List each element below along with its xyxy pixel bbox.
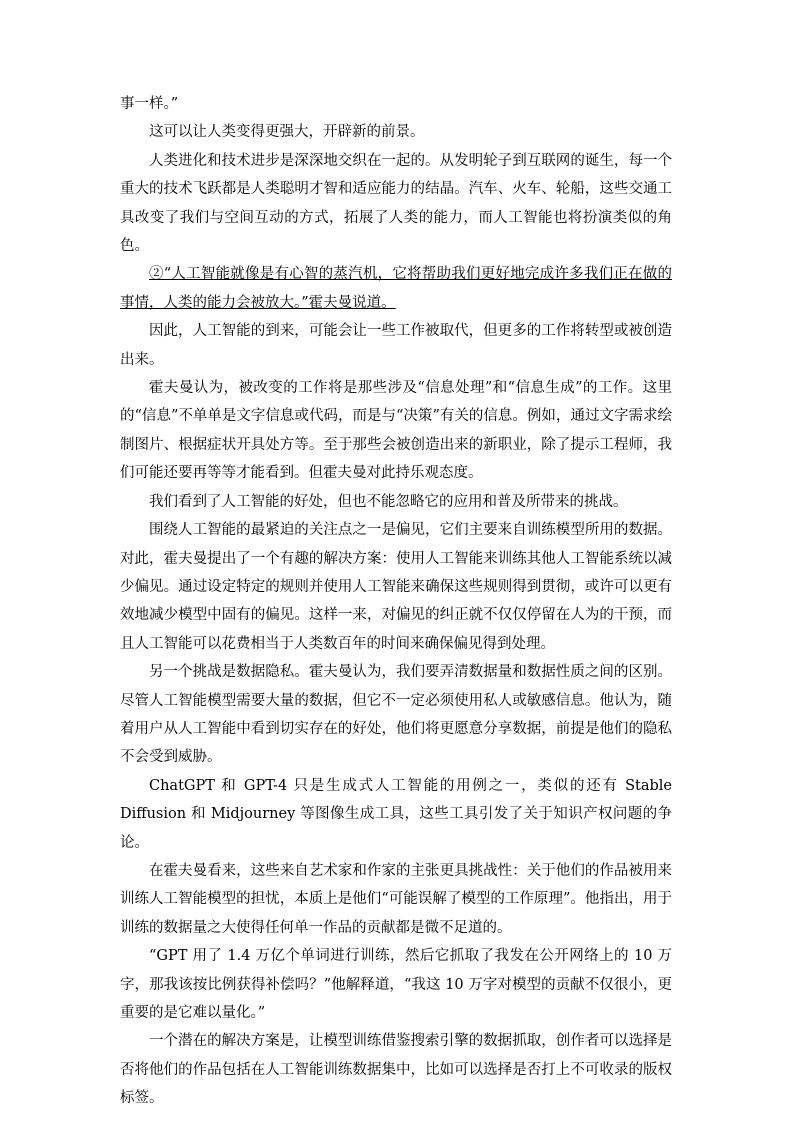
paragraph: 另一个挑战是数据隐私。霍夫曼认为，我们要弄清数据量和数据性质之间的区别。尽管人工智能模型需要大量的数据，但它不一定必须使用私人或敏感信息。他认为，随着用户从人工智能中看到切实存在的好处，他们将更愿意分享数据，前提是他们的隐私不会受到威胁。 xyxy=(120,664,672,766)
paragraph: 一个潜在的解决方案是，让模型训练借鉴搜索引擎的数据抓取，创作者可以选择是否将他们的作品包括在人工智能训练数据集中，比如可以选择是否打上不可收录的版权标签。 xyxy=(120,1033,672,1107)
document-page xyxy=(120,90,672,1113)
paragraph-continuation: 事一样。” xyxy=(120,96,179,112)
paragraph: 人类进化和技术进步是深深地交织在一起的。从发明轮子到互联网的诞生，每一个重大的技术飞跃都是人类聪明才智和适应能力的结晶。汽车、火车、轮船，这些交通工具改变了我们与空间互动的方式，拓展了人类的能力，而人工智能也将扮演类似的角色。 xyxy=(120,152,672,255)
paragraph: 霍夫曼认为，被改变的工作将是那些涉及“信息处理”和“信息生成”的工作。这里的“信息”不单单是文字信息或代码，而是与“决策”有关的信息。例如，通过文字需求绘制图片、根据症状开具处方等。至于那些会被创造出来的新职业，除了提示工程师，我们可能还要再等等才能看到。但霍夫曼对此持乐观态度。 xyxy=(120,380,672,482)
paragraph: 在霍夫曼看来，这些来自艺术家和作家的主张更具挑战性：关于他们的作品被用来训练人工智能模型的担忧，本质上是他们“可能误解了模型的工作原理”。他指出，用于训练的数据量之大使得任何单一作品的贡献都是微不足道的。 xyxy=(120,862,672,936)
paragraph: “GPT 用了 1.4 万亿个单词进行训练，然后它抓取了我发在公开网络上的 10 万字，那我该按比例获得补偿吗？”他解释道，“我这 10 万字对模型的贡献不仅很小，更重要的是它难以量化。” xyxy=(120,948,672,1021)
paragraph: 这可以让人类变得更强大，开辟新的前景。 xyxy=(149,124,425,141)
paragraph: ChatGPT 和 GPT-4 只是生成式人工智能的用例之一，类似的还有 Stable Diffusion 和 Midjourney 等图像生成工具，这些工具引发了关于知识产权问题的争论。 xyxy=(120,777,672,851)
underlined-quote-paragraph: ②“人工智能就像是有心智的蒸汽机，它将帮助我们更好地完成许多我们正在做的事情，人类的能力会被放大。”霍夫曼说道。 xyxy=(120,266,672,311)
paragraph: 因此，人工智能的到来，可能会让一些工作被取代，但更多的工作将转型或被创造出来。 xyxy=(120,323,672,368)
paragraph: 我们看到了人工智能的好处，但也不能忽略它的应用和普及所带来的挑战。 xyxy=(149,493,628,510)
paragraph: 围绕人工智能的最紧迫的关注点之一是偏见，它们主要来自训练模型所用的数据。对此，霍夫曼提出了一个有趣的解决方案：使用人工智能来训练其他人工智能系统以减少偏见。通过设定特定的规则并使用人工智能来确保这些规则得到贯彻，或许可以更有效地减少模型中固有的偏见。这样一来，对偏见的纠正就不仅仅停留在人为的干预，而且人工智能可以花费相当于人类数百年的时间来确保偏见得到处理。 xyxy=(120,522,672,652)
